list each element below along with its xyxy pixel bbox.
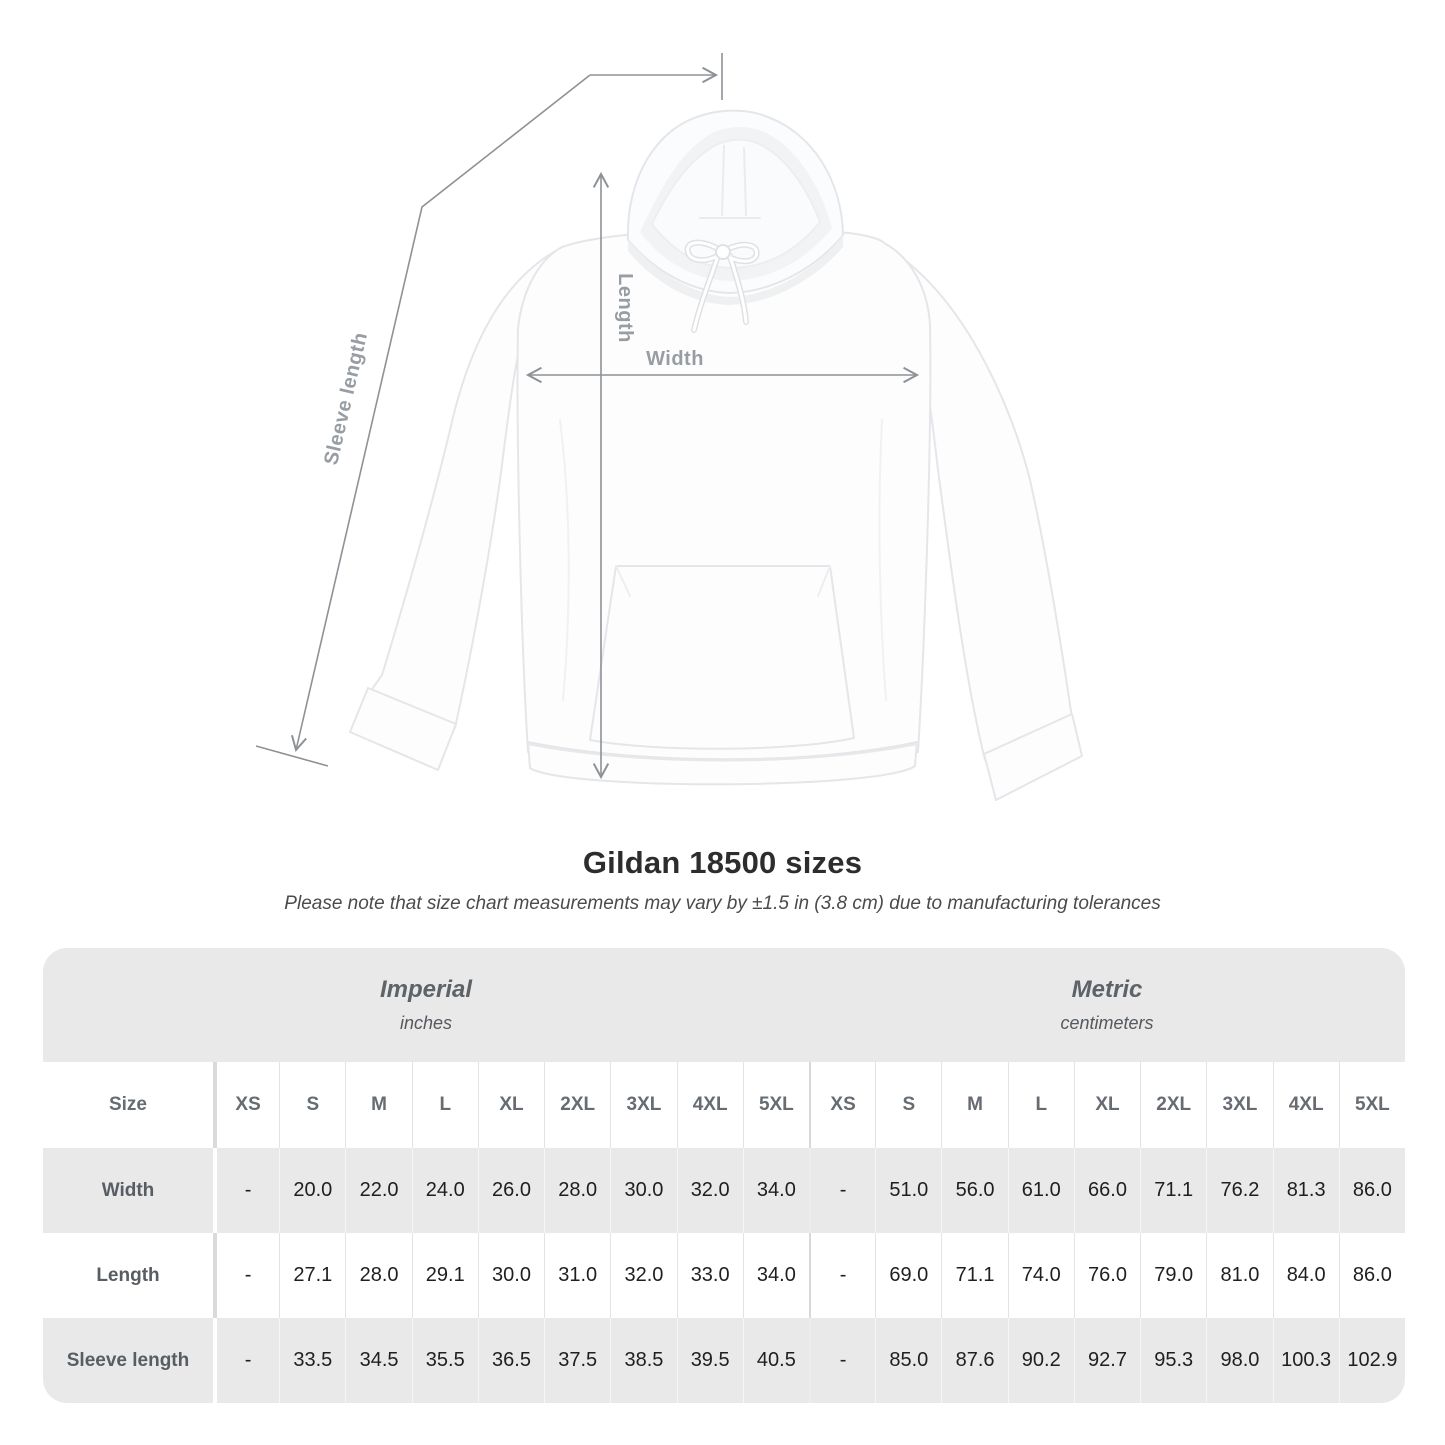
cell-width-imperial-xs: -: [213, 1148, 279, 1233]
cell-length-metric-s: 69.0: [875, 1233, 941, 1318]
row-label-length: Length: [96, 1264, 160, 1286]
size-header-metric-3xl: 3XL: [1206, 1062, 1272, 1148]
row-label-sleeve-length: Sleeve length: [66, 1349, 190, 1371]
metric-label: Metric: [1071, 976, 1143, 1003]
cell-sleeve-length-metric-3xl: 98.0: [1206, 1318, 1272, 1403]
cell-sleeve-length-metric-2xl: 95.3: [1140, 1318, 1206, 1403]
cell-length-imperial-s: 27.1: [279, 1233, 345, 1318]
cell-length-metric-m: 71.1: [941, 1233, 1007, 1318]
table-row-width: [43, 1148, 1405, 1233]
cell-width-metric-xl: 66.0: [1074, 1148, 1140, 1233]
unit-section-header: [43, 948, 1405, 1062]
cell-width-imperial-3xl: 30.0: [610, 1148, 676, 1233]
size-header-imperial-2xl: 2XL: [544, 1062, 610, 1148]
size-header-metric-xs: XS: [809, 1062, 875, 1148]
page-title: Gildan 18500 sizes: [582, 845, 863, 880]
imperial-section-header: [43, 948, 809, 1062]
cell-width-metric-s: 51.0: [875, 1148, 941, 1233]
cell-sleeve-length-imperial-4xl: 39.5: [677, 1318, 743, 1403]
size-column-header: Size: [108, 1094, 148, 1115]
cell-sleeve-length-metric-xl: 92.7: [1074, 1318, 1140, 1403]
cell-length-imperial-xs: -: [213, 1233, 279, 1318]
cell-width-imperial-m: 22.0: [345, 1148, 411, 1233]
sleeve-bottom-tick: [256, 746, 328, 766]
cell-length-metric-4xl: 84.0: [1273, 1233, 1339, 1318]
cell-length-imperial-4xl: 33.0: [677, 1233, 743, 1318]
cell-width-metric-xs: -: [809, 1148, 875, 1233]
cell-length-imperial-3xl: 32.0: [610, 1233, 676, 1318]
cell-sleeve-length-metric-l: 90.2: [1008, 1318, 1074, 1403]
cell-length-imperial-5xl: 34.0: [743, 1233, 809, 1318]
size-header-imperial-4xl: 4XL: [677, 1062, 743, 1148]
size-table: [43, 948, 1405, 1403]
cell-length-metric-2xl: 79.0: [1140, 1233, 1206, 1318]
size-header-imperial-xl: XL: [478, 1062, 544, 1148]
cell-length-imperial-xl: 30.0: [478, 1233, 544, 1318]
cell-sleeve-length-imperial-2xl: 37.5: [544, 1318, 610, 1403]
metric-section-header: [809, 948, 1405, 1062]
size-header-metric-m: M: [941, 1062, 1007, 1148]
cell-sleeve-length-imperial-xl: 36.5: [478, 1318, 544, 1403]
size-header-metric-4xl: 4XL: [1273, 1062, 1339, 1148]
size-header-metric-5xl: 5XL: [1339, 1062, 1405, 1148]
size-header-metric-xl: XL: [1074, 1062, 1140, 1148]
cell-width-metric-m: 56.0: [941, 1148, 1007, 1233]
cell-sleeve-length-metric-s: 85.0: [875, 1318, 941, 1403]
cell-width-imperial-4xl: 32.0: [677, 1148, 743, 1233]
size-header-imperial-s: S: [279, 1062, 345, 1148]
imperial-label: Imperial: [379, 976, 473, 1003]
size-header-imperial-l: L: [412, 1062, 478, 1148]
cell-length-metric-5xl: 86.0: [1339, 1233, 1405, 1318]
cell-width-imperial-2xl: 28.0: [544, 1148, 610, 1233]
length-arrow-label: Length: [614, 273, 636, 343]
cell-length-metric-3xl: 81.0: [1206, 1233, 1272, 1318]
cell-sleeve-length-imperial-5xl: 40.5: [743, 1318, 809, 1403]
cell-width-metric-l: 61.0: [1008, 1148, 1074, 1233]
cell-sleeve-length-metric-4xl: 100.3: [1273, 1318, 1339, 1403]
size-header-imperial-3xl: 3XL: [610, 1062, 676, 1148]
sleeve-arrow-label: Sleeve length: [320, 330, 373, 468]
tolerance-note: Please note that size chart measurements may vary by ±1.5 in (3.8 cm) due to manufacturing tolerances: [284, 893, 1161, 914]
cell-length-metric-xl: 76.0: [1074, 1233, 1140, 1318]
width-arrow-label: Width: [646, 348, 704, 370]
hoodie-illustration: [350, 111, 1082, 800]
size-header-metric-l: L: [1008, 1062, 1074, 1148]
cell-sleeve-length-metric-m: 87.6: [941, 1318, 1007, 1403]
cell-sleeve-length-imperial-3xl: 38.5: [610, 1318, 676, 1403]
cell-width-imperial-5xl: 34.0: [743, 1148, 809, 1233]
cell-sleeve-length-imperial-m: 34.5: [345, 1318, 411, 1403]
cell-length-imperial-m: 28.0: [345, 1233, 411, 1318]
cell-length-metric-xs: -: [809, 1233, 875, 1318]
size-header-metric-2xl: 2XL: [1140, 1062, 1206, 1148]
imperial-unit-label: inches: [399, 1013, 453, 1033]
size-header-imperial-m: M: [345, 1062, 411, 1148]
table-row-length: [43, 1233, 1405, 1318]
cell-length-imperial-2xl: 31.0: [544, 1233, 610, 1318]
cell-sleeve-length-imperial-s: 33.5: [279, 1318, 345, 1403]
drawstring-knot: [716, 245, 730, 259]
cell-width-imperial-xl: 26.0: [478, 1148, 544, 1233]
cell-sleeve-length-imperial-xs: -: [213, 1318, 279, 1403]
size-header-row: [43, 1062, 1405, 1148]
metric-unit-label: centimeters: [1060, 1013, 1154, 1033]
row-label-width: Width: [101, 1179, 155, 1201]
cell-width-metric-4xl: 81.3: [1273, 1148, 1339, 1233]
size-header-imperial-xs: XS: [213, 1062, 279, 1148]
cell-sleeve-length-metric-5xl: 102.9: [1339, 1318, 1405, 1403]
cell-width-metric-2xl: 71.1: [1140, 1148, 1206, 1233]
cell-length-metric-l: 74.0: [1008, 1233, 1074, 1318]
table-row-sleeve-length: [43, 1318, 1405, 1403]
cell-width-metric-5xl: 86.0: [1339, 1148, 1405, 1233]
size-header-imperial-5xl: 5XL: [743, 1062, 809, 1148]
size-header-metric-s: S: [875, 1062, 941, 1148]
cell-sleeve-length-metric-xs: -: [809, 1318, 875, 1403]
cell-width-imperial-l: 24.0: [412, 1148, 478, 1233]
cell-sleeve-length-imperial-l: 35.5: [412, 1318, 478, 1403]
cell-width-metric-3xl: 76.2: [1206, 1148, 1272, 1233]
cell-length-imperial-l: 29.1: [412, 1233, 478, 1318]
cell-width-imperial-s: 20.0: [279, 1148, 345, 1233]
